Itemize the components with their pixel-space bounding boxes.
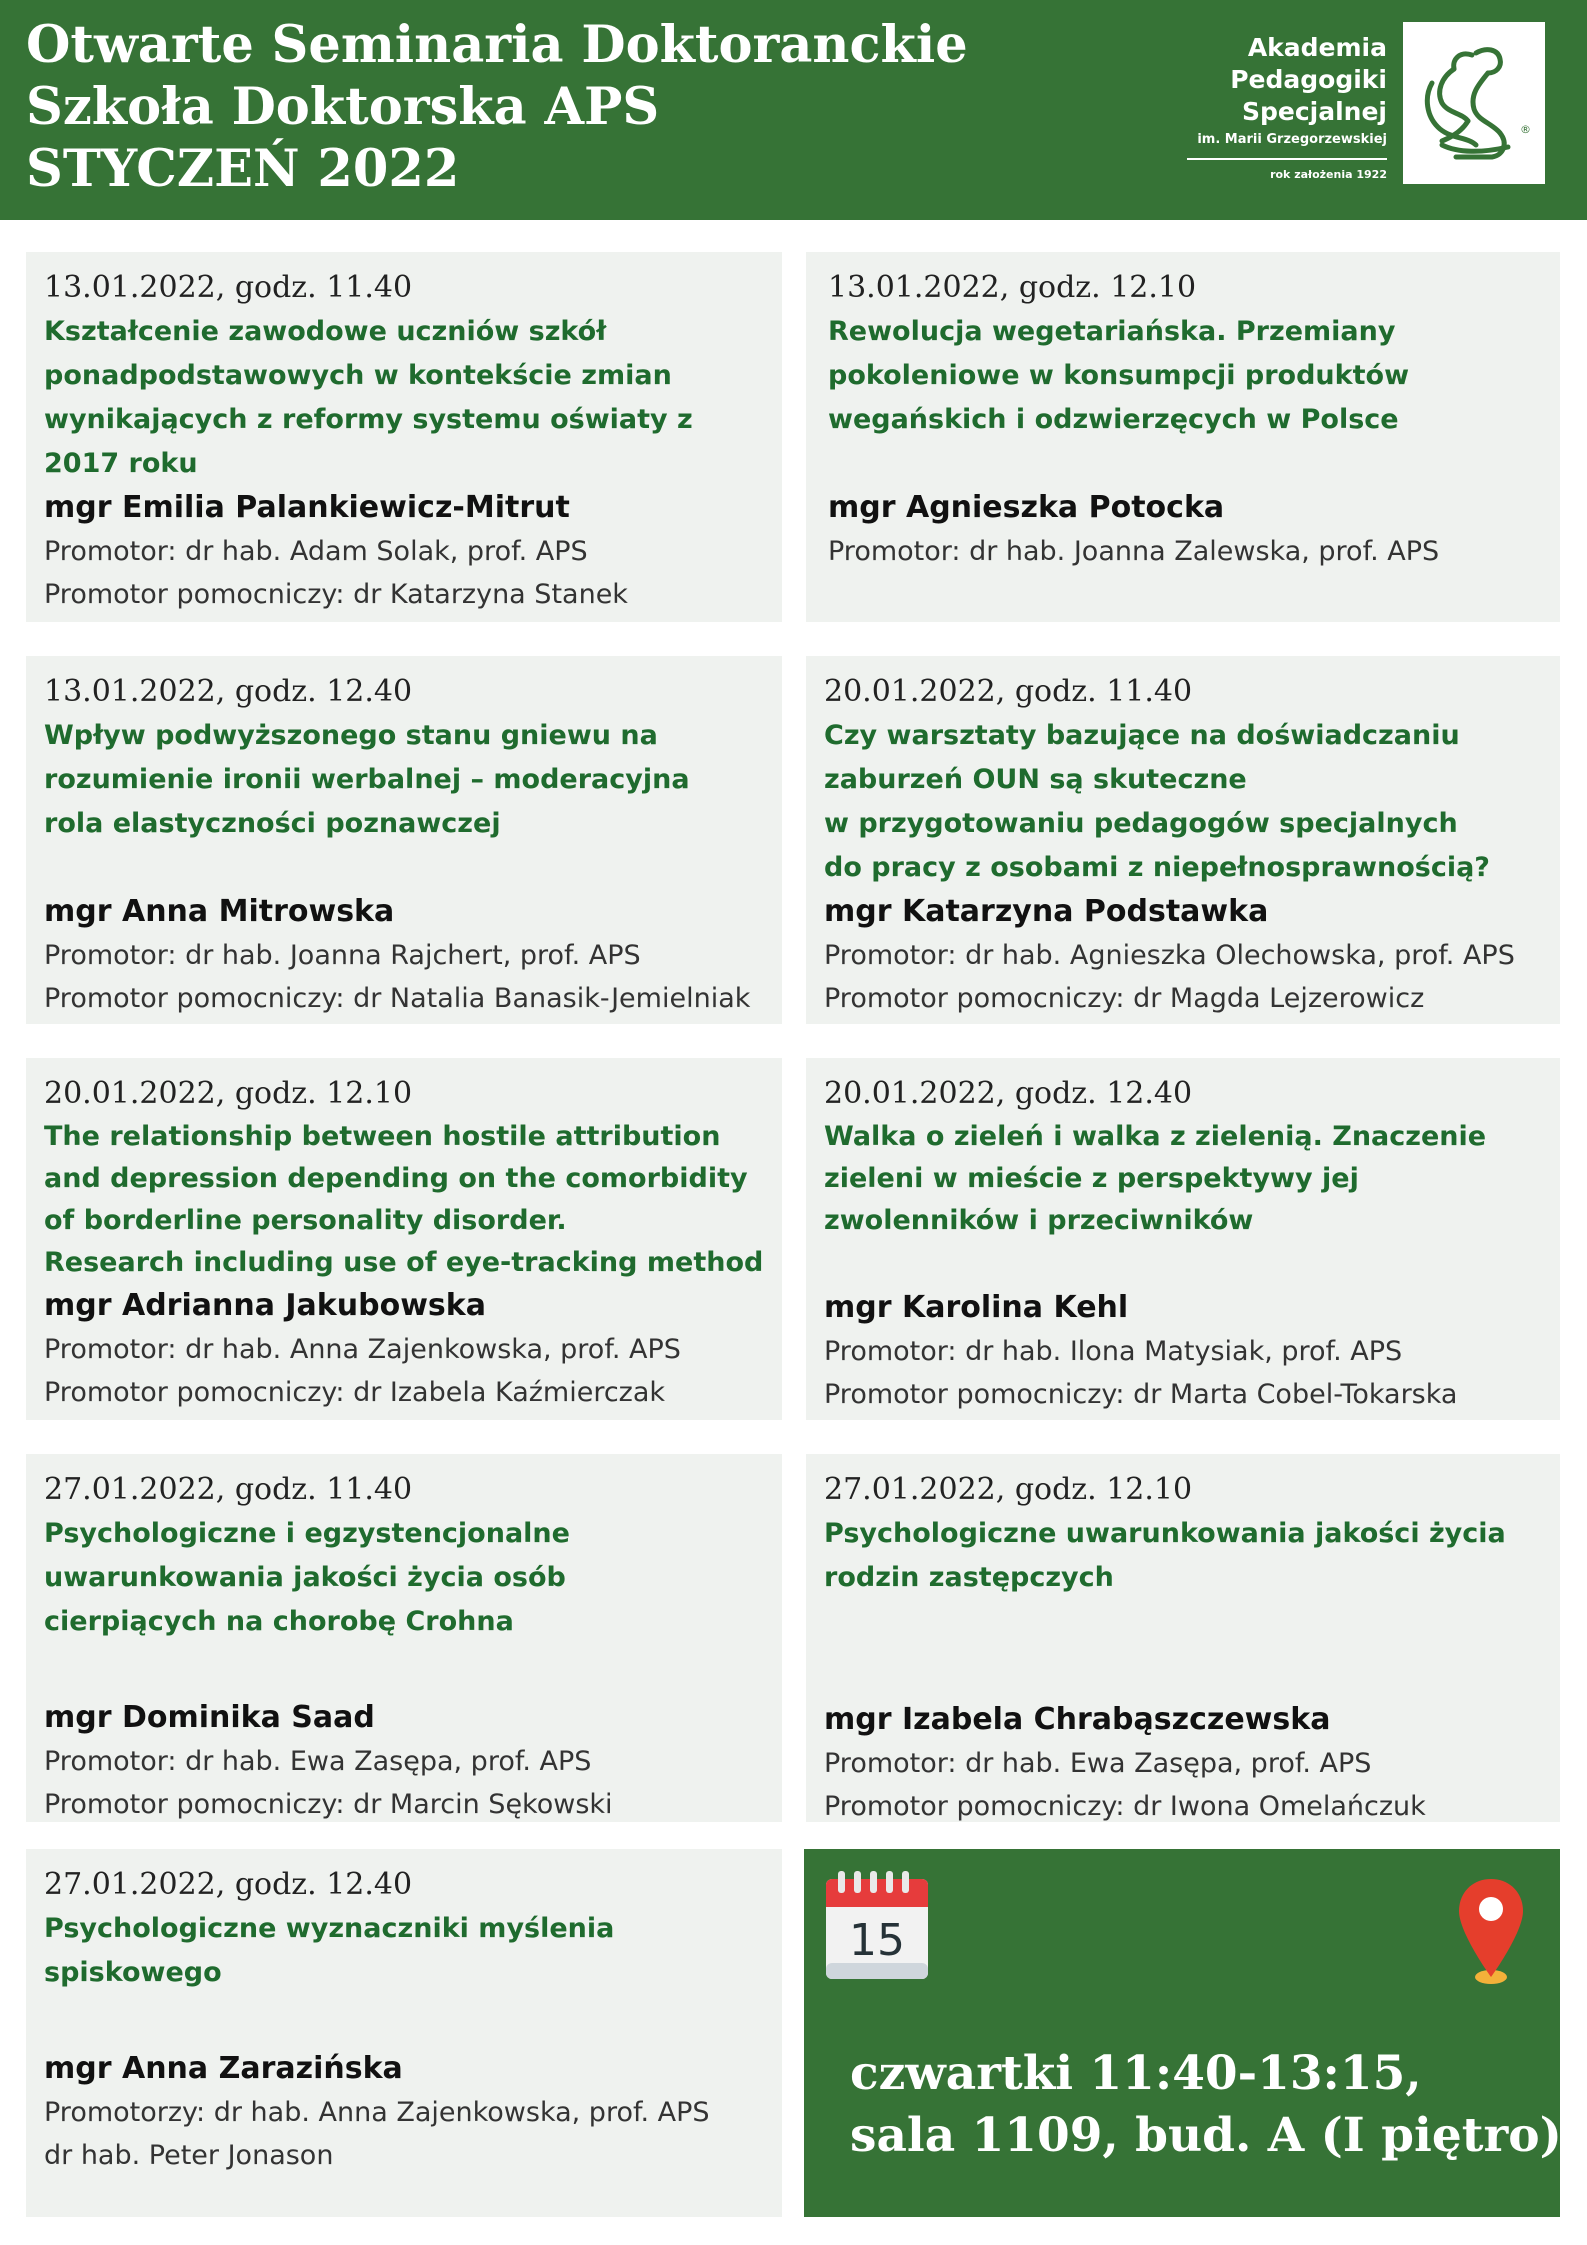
logo-emblem-box	[1403, 22, 1545, 184]
seminar-author: mgr Adrianna Jakubowska	[44, 1288, 486, 1323]
seminar-title-line: and depression depending on the comorbidity	[44, 1163, 748, 1194]
seminar-title-line: of borderline personality disorder.	[44, 1205, 567, 1236]
logo-founded: rok założenia 1922	[1270, 168, 1387, 181]
seminar-author: mgr Anna Mitrowska	[44, 894, 395, 929]
seminar-card	[26, 252, 782, 622]
venue-info-box	[804, 1849, 1560, 2217]
seminar-author: mgr Anna Zarazińska	[44, 2051, 403, 2086]
calendar-day: 15	[849, 1915, 905, 1966]
seminar-title-line: Psychologiczne wyznaczniki myślenia	[44, 1913, 615, 1944]
seminar-title-line: pokoleniowe w konsumpcji produktów	[828, 360, 1410, 391]
seminar-promoter: dr hab. Peter Jonason	[44, 2140, 334, 2171]
seminar-title-line: zaburzeń OUN są skuteczne	[824, 764, 1247, 795]
seminar-title-line: rola elastyczności poznawczej	[44, 808, 501, 839]
seminar-date: 20.01.2022, godz. 12.40	[824, 1076, 1193, 1111]
seminar-card	[806, 252, 1560, 622]
logo-name-line: Akademia	[1247, 33, 1387, 62]
seminar-card	[26, 1454, 782, 1822]
seminar-author: mgr Dominika Saad	[44, 1700, 375, 1735]
seminar-date: 13.01.2022, godz. 12.40	[44, 674, 413, 709]
seminar-card	[806, 1058, 1560, 1420]
seminar-promoter: Promotor pomocniczy: dr Katarzyna Stanek	[44, 579, 628, 610]
seminar-author: mgr Emilia Palankiewicz-Mitrut	[44, 490, 570, 525]
seminar-title-line: 2017 roku	[44, 448, 198, 479]
seminar-title-line: spiskowego	[44, 1957, 222, 1988]
seminar-title-line: Psychologiczne uwarunkowania jakości życia	[824, 1518, 1506, 1549]
header-title-line: Szkoła Doktorska APS	[26, 77, 660, 137]
seminar-title-line: cierpiących na chorobę Crohna	[44, 1606, 514, 1637]
logo-name-line: Pedagogiki	[1230, 65, 1387, 94]
seminar-date: 27.01.2022, godz. 12.40	[44, 1867, 413, 1902]
seminar-promoter: Promotorzy: dr hab. Anna Zajenkowska, prof. APS	[44, 2097, 710, 2128]
aps-emblem-icon	[1412, 33, 1536, 173]
seminar-promoter: Promotor: dr hab. Anna Zajenkowska, prof. APS	[44, 1334, 681, 1365]
seminar-title-line: zwolenników i przeciwników	[824, 1205, 1254, 1236]
seminar-date: 27.01.2022, godz. 11.40	[44, 1472, 413, 1507]
seminar-title-line: w przygotowaniu pedagogów specjalnych	[824, 808, 1458, 839]
header-title	[26, 14, 968, 200]
seminar-date: 20.01.2022, godz. 12.10	[44, 1076, 413, 1111]
header-title-line: Otwarte Seminaria Doktoranckie	[26, 15, 968, 75]
seminar-promoter: Promotor: dr hab. Joanna Rajchert, prof. APS	[44, 940, 641, 971]
header-title-line: STYCZEŃ 2022	[26, 139, 460, 199]
location-pin-icon	[1456, 1877, 1526, 1987]
seminar-title-line: rodzin zastępczych	[824, 1562, 1114, 1593]
seminar-title-line: Kształcenie zawodowe uczniów szkół	[44, 316, 607, 347]
logo-patron: im. Marii Grzegorzewskiej	[1197, 132, 1387, 147]
seminar-card	[806, 1454, 1560, 1822]
seminar-title-line: zieleni w mieście z perspektywy jej	[824, 1163, 1359, 1194]
seminar-title	[828, 310, 1542, 442]
seminar-title-line: rozumienie ironii werbalnej – moderacyjna	[44, 764, 690, 795]
seminar-author: mgr Karolina Kehl	[824, 1290, 1129, 1325]
seminar-title-line: wegańskich i odzwierzęcych w Polsce	[828, 404, 1399, 435]
seminar-promoter: Promotor: dr hab. Joanna Zalewska, prof. APS	[828, 536, 1440, 567]
seminar-title-line: Czy warsztaty bazujące na doświadczaniu	[824, 720, 1460, 751]
seminar-title-line: Psychologiczne i egzystencjonalne	[44, 1518, 570, 1549]
seminar-title-line: uwarunkowania jakości życia osób	[44, 1562, 566, 1593]
seminar-promoter: Promotor pomocniczy: dr Iwona Omelańczuk	[824, 1791, 1426, 1822]
seminar-title-line: Walka o zieleń i walka z zielenią. Znaczenie	[824, 1121, 1487, 1152]
seminar-author: mgr Agnieszka Potocka	[828, 490, 1225, 525]
venue-info-text	[850, 2043, 1562, 2167]
seminar-title	[824, 1116, 1542, 1242]
seminar-promoter: Promotor: dr hab. Agnieszka Olechowska, prof. APS	[824, 940, 1515, 971]
registered-mark: ®	[1520, 123, 1531, 136]
logo-name-line: Specjalnej	[1241, 97, 1387, 126]
seminar-promoter: Promotor pomocniczy: dr Natalia Banasik-Jemielniak	[44, 983, 751, 1014]
logo-text	[1187, 32, 1387, 181]
seminar-promoter: Promotor pomocniczy: dr Izabela Kaźmierczak	[44, 1377, 666, 1408]
seminar-card	[26, 1849, 782, 2217]
seminar-date: 13.01.2022, godz. 12.10	[828, 270, 1197, 305]
seminar-title	[44, 1907, 764, 1995]
seminar-card	[26, 656, 782, 1024]
seminar-title-line: wynikających z reformy systemu oświaty z	[44, 404, 693, 435]
logo-divider	[1187, 158, 1387, 160]
seminar-title-line: Research including use of eye-tracking method	[44, 1247, 764, 1278]
seminar-author: mgr Izabela Chrabąszczewska	[824, 1702, 1331, 1737]
header-banner	[0, 0, 1587, 220]
seminar-title	[824, 714, 1542, 890]
seminar-promoter: Promotor: dr hab. Ilona Matysiak, prof. APS	[824, 1336, 1403, 1367]
seminar-title-line: Wpływ podwyższonego stanu gniewu na	[44, 720, 658, 751]
seminar-promoter: Promotor: dr hab. Adam Solak, prof. APS	[44, 536, 588, 567]
seminar-date: 27.01.2022, godz. 12.10	[824, 1472, 1193, 1507]
seminar-promoter: Promotor pomocniczy: dr Marcin Sękowski	[44, 1789, 613, 1820]
venue-info-line: czwartki 11:40-13:15,	[850, 2046, 1422, 2101]
seminar-promoter: Promotor: dr hab. Ewa Zasępa, prof. APS	[824, 1748, 1372, 1779]
seminar-card	[806, 656, 1560, 1024]
seminar-title-line: Rewolucja wegetariańska. Przemiany	[828, 316, 1396, 347]
seminar-title	[44, 1512, 764, 1644]
seminar-promoter: Promotor: dr hab. Ewa Zasępa, prof. APS	[44, 1746, 592, 1777]
seminar-title	[44, 1116, 764, 1284]
seminar-date: 13.01.2022, godz. 11.40	[44, 270, 413, 305]
seminar-author: mgr Katarzyna Podstawka	[824, 894, 1269, 929]
seminar-title	[824, 1512, 1542, 1600]
seminar-title-line: The relationship between hostile attribution	[44, 1121, 721, 1152]
venue-info-line: sala 1109, bud. A (I piętro)	[850, 2108, 1562, 2163]
seminar-title-line: do pracy z osobami z niepełnosprawnością?	[824, 852, 1490, 883]
seminar-date: 20.01.2022, godz. 11.40	[824, 674, 1193, 709]
seminar-title-line: ponadpodstawowych w kontekście zmian	[44, 360, 672, 391]
seminar-title	[44, 714, 764, 846]
seminar-promoter: Promotor pomocniczy: dr Magda Lejzerowicz	[824, 983, 1425, 1014]
seminar-title	[44, 310, 764, 486]
seminar-promoter: Promotor pomocniczy: dr Marta Cobel-Tokarska	[824, 1379, 1458, 1410]
calendar-icon	[824, 1871, 930, 1981]
seminar-card	[26, 1058, 782, 1420]
